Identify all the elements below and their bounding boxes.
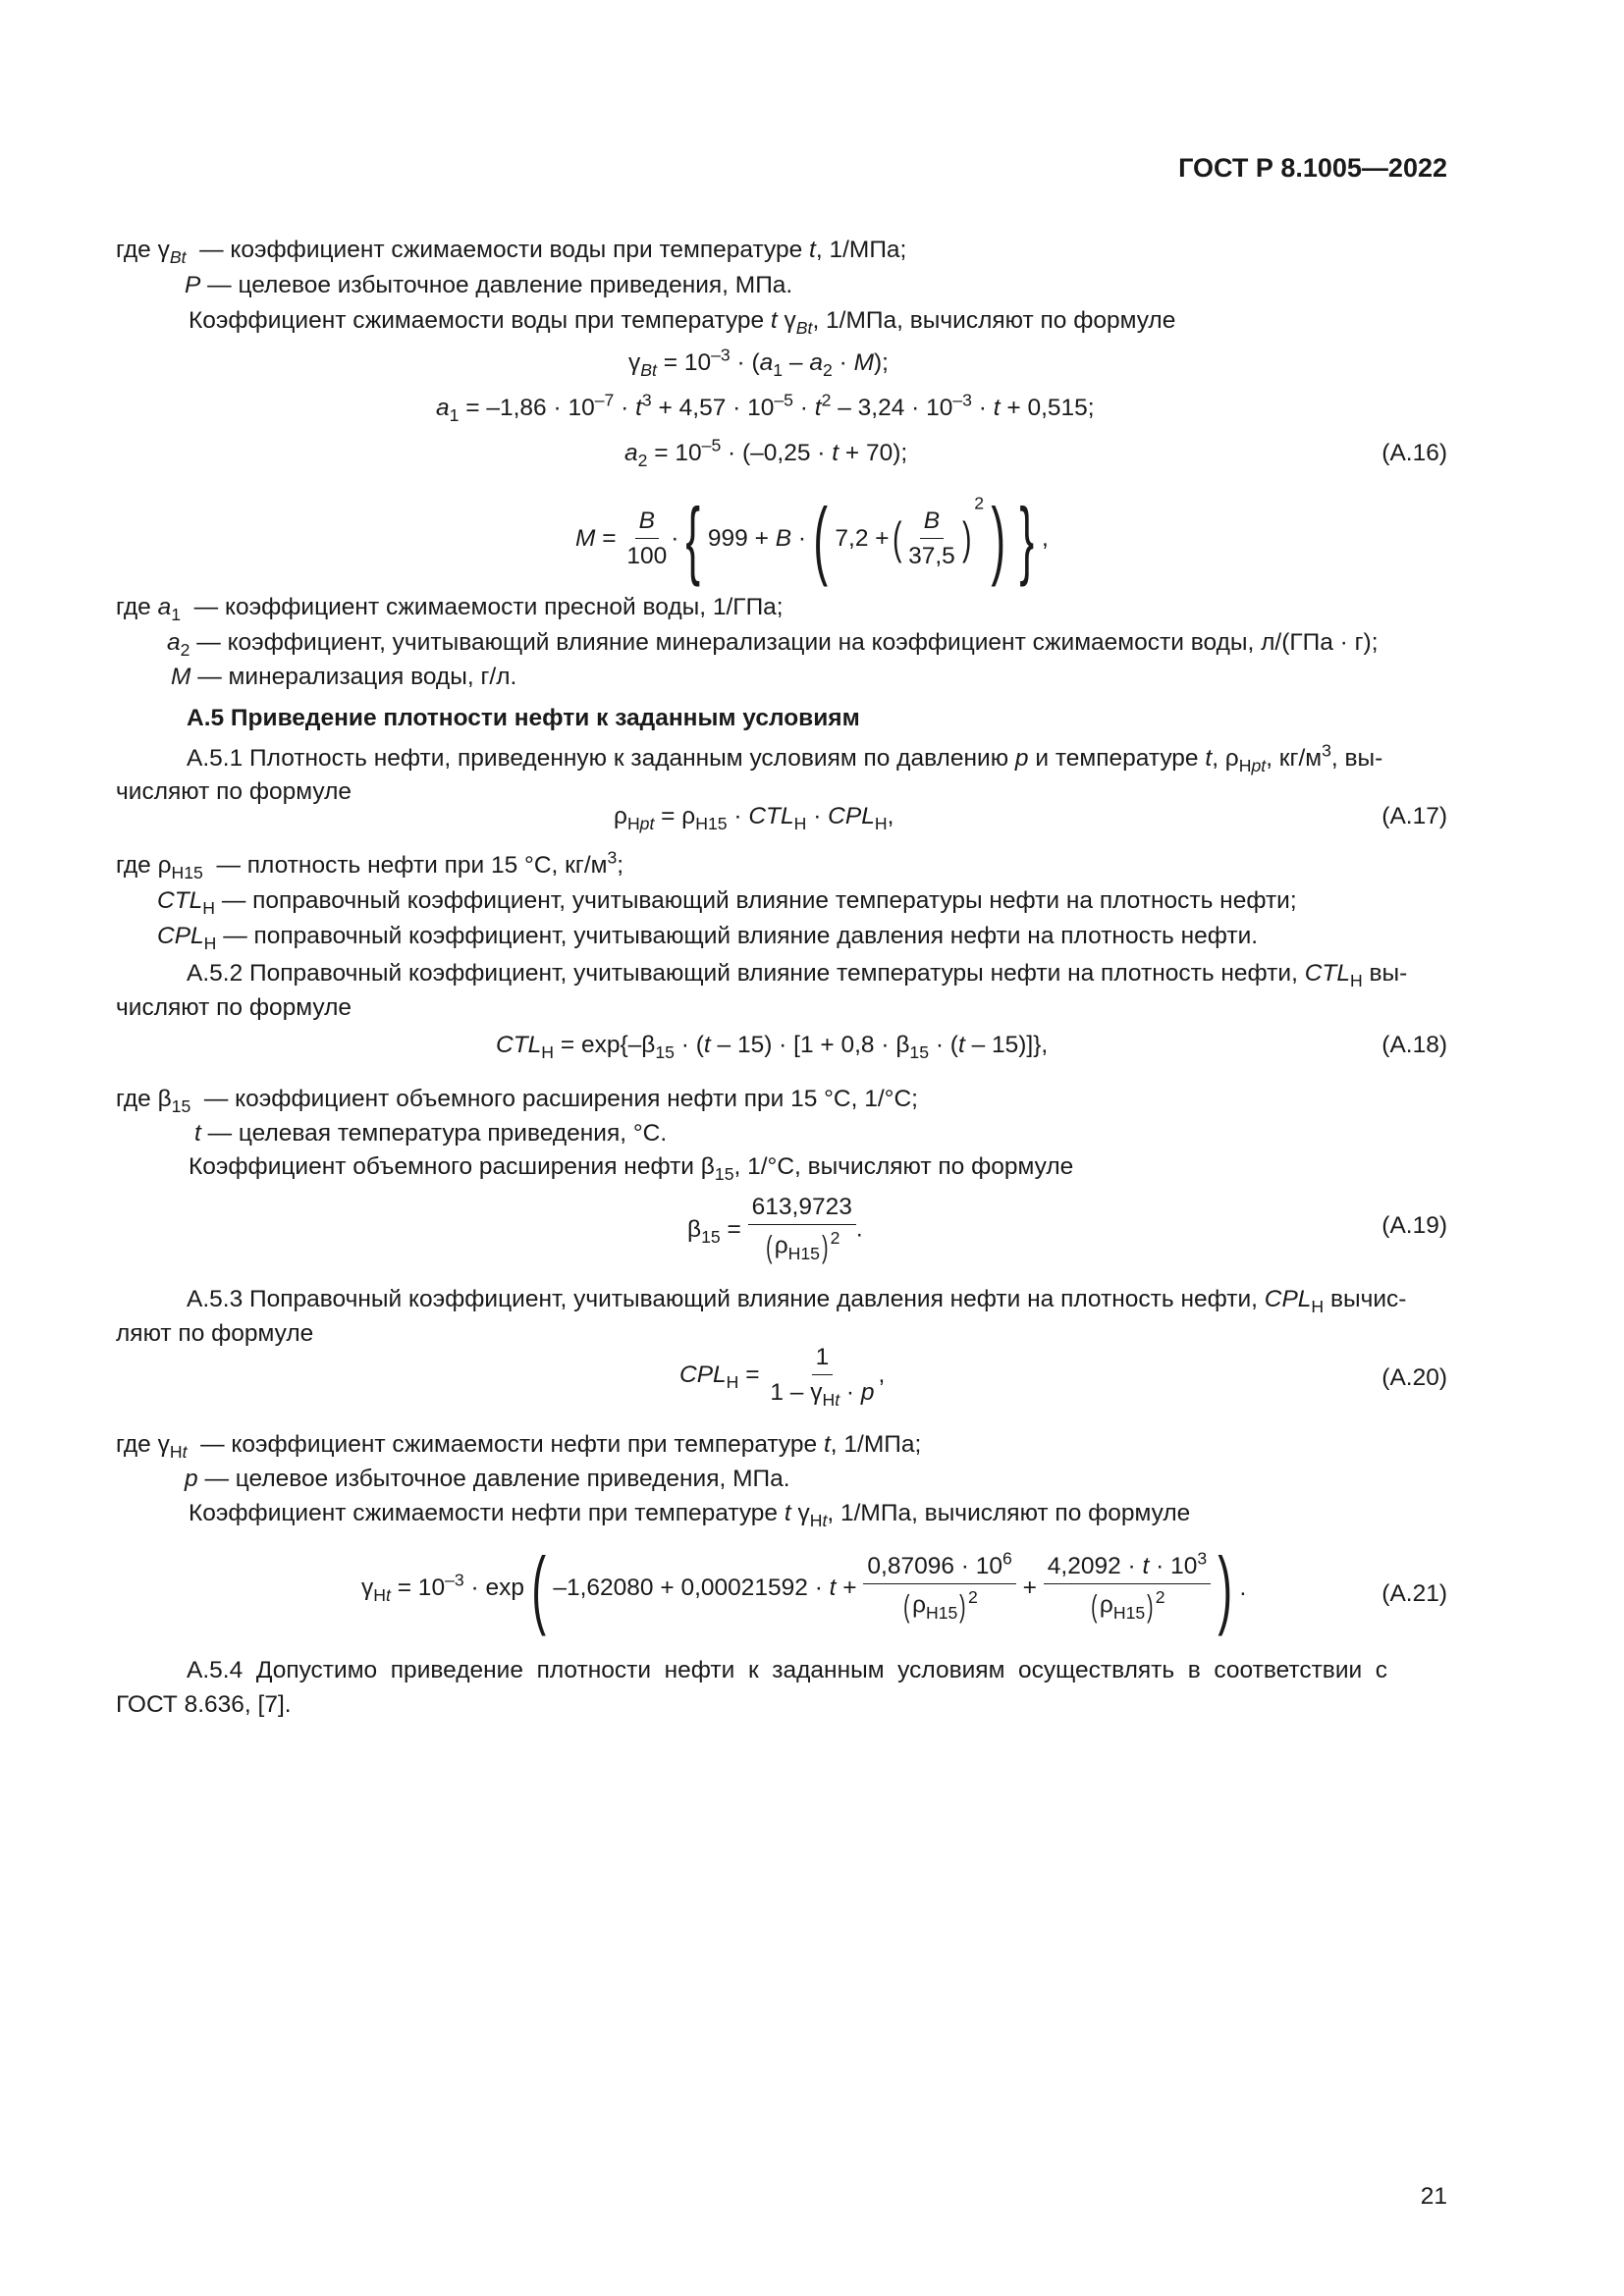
definition-cpl: $CPL_Н$ — поправочный коэффициент, учитывающий влияние давления нефти на плотность нефти. xyxy=(157,923,1259,954)
paragraph-a53-line2: ляют по формуле xyxy=(116,1320,314,1347)
page-number: 21 xyxy=(1420,2183,1447,2210)
formula-a1: $a_1 = -1,86 \cdot 10^{-7} \cdot t^3 + 4,57 \cdot 10^{-5} \cdot t^2 - 3,24 \cdot 10^{-3} \cdot t + 0,515$; xyxy=(436,390,1095,426)
definition-a1: где $a_1$ — коэффициент сжимаемости пресной воды, 1/ГПа; xyxy=(116,594,784,625)
water-compressibility-intro: Коэффициент сжимаемости воды при температуре t $\gamma_{Вt}$, 1/МПа, вычисляют по формуле xyxy=(189,307,1176,339)
equation-number-a16: (А.16) xyxy=(1381,440,1447,466)
paragraph-a51-line1: А.5.1 Плотность нефти, приведенную к заданным условиям по давлению p и температуре t, $\rho_{Нpt}$, $кг/м^3$, вы- xyxy=(187,740,1383,776)
paragraph-a52-line2: числяют по формуле xyxy=(116,994,352,1021)
definition-p-oil: p — целевое избыточное давление приведения, МПа. xyxy=(185,1466,790,1492)
paragraph-a53-line1: А.5.3 Поправочный коэффициент, учитывающий влияние давления нефти на плотность нефти, $CPL_Н$ вычис- xyxy=(187,1286,1407,1317)
definition-a2: $a_2$ — коэффициент, учитывающий влияние минерализации на коэффициент сжимаемости воды, л/(ГПа · г); xyxy=(167,629,1379,661)
equation-number-a17: (А.17) xyxy=(1381,803,1447,829)
paragraph-a54-line2: ГОСТ 8.636, [7]. xyxy=(116,1691,292,1718)
formula-a18: $CTL_Н = \exp\{-\beta_{15} \cdot (t - 15) \cdot [1 + 0,8 \cdot \beta_{15} \cdot (t - 15)]\}$, xyxy=(496,1032,1049,1063)
beta-intro: Коэффициент объемного расширения нефти $\beta_{15}$, 1/°С, вычисляют по формуле xyxy=(189,1153,1074,1185)
formula-a20: $CPL_Н$ = $\frac{1}{1 - \gamma_{Нt} \cdot p}$ , xyxy=(679,1344,886,1411)
paragraph-a51-line2: числяют по формуле xyxy=(116,778,352,805)
definition-p: P — целевое избыточное давление приведения, МПа. xyxy=(185,272,793,298)
definition-gamma-bt: где $\gamma_{Вt}$ — коэффициент сжимаемости воды при температуре t, 1/МПа; xyxy=(116,237,907,268)
definition-ctl: $CTL_Н$ — поправочный коэффициент, учитывающий влияние температуры нефти на плотность нефти; xyxy=(157,887,1297,919)
definition-t: t — целевая температура приведения, °С. xyxy=(194,1120,668,1147)
definition-gamma-ht: где $\gamma_{Нt}$ — коэффициент сжимаемости нефти при температуре t, 1/МПа; xyxy=(116,1431,922,1463)
equation-number-a19: (А.19) xyxy=(1381,1212,1447,1239)
formula-gamma-bt: $\gamma_{Вt} = 10^{-3} \cdot (a_1 - a_2 \cdot M)$; xyxy=(628,345,889,381)
equation-number-a20: (А.20) xyxy=(1381,1364,1447,1391)
section-heading-a5: А.5 Приведение плотности нефти к заданным условиям xyxy=(187,705,860,731)
formula-a17: $\rho_{Нpt} = \rho_{Н15} \cdot CTL_Н \cdot CPL_Н$, xyxy=(614,803,894,834)
paragraph-a52-line1: А.5.2 Поправочный коэффициент, учитывающий влияние температуры нефти на плотность нефти, $CTL_Н$ вы- xyxy=(187,960,1408,991)
formula-a19: $\beta_{15}$ = $\frac{613,9723}{(\rho_{Н15}) ^2}$ . xyxy=(687,1194,863,1265)
paragraph-a54-line1: А.5.4 Допустимо приведение плотности нефти к заданным условиям осуществлять в соответствии с xyxy=(187,1657,1388,1683)
definition-M: M — минерализация воды, г/л. xyxy=(171,664,517,690)
formula-a21: $\gamma_{Нt} = 10^{-3} \cdot \exp$( –1,62080 + 0,00021592 · t + $\frac{0,87096 \cdot 10^6}{(\rho_{Н15}) ^2}$ + $\frac{4,2092 \cdot t \cdot 10^3}{(\rho_{Н15}) ^2}$ ) . xyxy=(361,1539,1247,1636)
equation-number-a21: (А.21) xyxy=(1381,1580,1447,1607)
definition-rho-h15: где $\rho_{Н15}$ — плотность нефти при 15 °С, $кг/м^3$; xyxy=(116,847,624,883)
document-id: ГОСТ Р 8.1005—2022 xyxy=(1178,153,1447,183)
formula-a2: $a_2 = 10^{-5} \cdot (-0,25 \cdot t + 70)$; xyxy=(624,435,908,471)
oil-compressibility-intro: Коэффициент сжимаемости нефти при температуре t $\gamma_{Нt}$, 1/МПа, вычисляют по формуле xyxy=(189,1500,1191,1531)
definition-beta15: где $\beta_{15}$ — коэффициент объемного расширения нефти при 15 °С, 1/°С; xyxy=(116,1086,918,1117)
formula-M: M = $\frac{B}{100}$ ·{ 999 + B ·( 7,2 +( $\frac{B}{37,5}$ )$^2$) } , xyxy=(575,490,1049,587)
equation-number-a18: (А.18) xyxy=(1381,1032,1447,1058)
